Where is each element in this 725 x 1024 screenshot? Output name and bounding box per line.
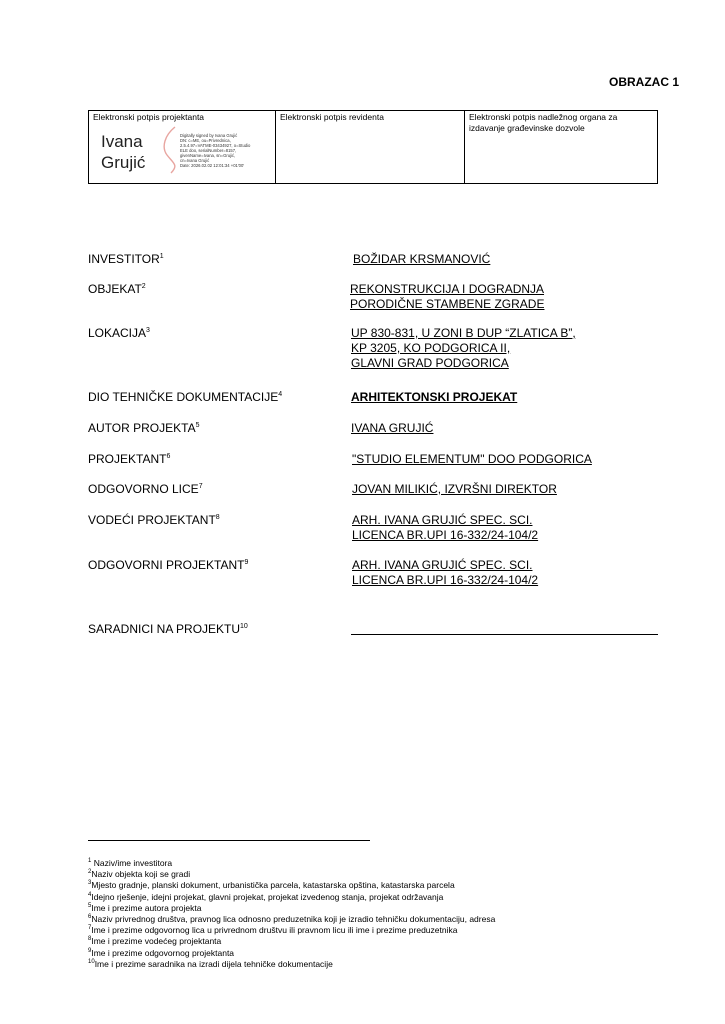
field-value: UP 830-831, U ZONI B DUP “ZLATICA B”, KP 3205, KO PODGORICA II, GLAVNI GRAD PODGORICA — [351, 326, 576, 370]
authority-signature-header: Elektronski potpis nadležnog organa za izdavanje građevinske dozvole — [469, 112, 618, 134]
field-label: ODGOVORNI PROJEKTANT$^9$ — [88, 558, 249, 572]
footnote-item: $^4$Idejno rješenje, idejni projekat, glavni projekat, projekat izvedenog stanja, projekat održavanja — [88, 891, 444, 902]
footnote-item: $^1$ Naziv/ime investitora — [88, 858, 173, 868]
signature-first-name: Ivana — [101, 132, 143, 151]
field-label: LOKACIJA$^3$ — [88, 326, 150, 340]
field-label: DIO TEHNIČKE DOKUMENTACIJE$^4$ — [88, 390, 283, 404]
field-value: ARHITEKTONSKI PROJEKAT — [351, 390, 518, 404]
footnote-item: $^5$Ime i prezime autora projekta — [88, 902, 202, 913]
field-label: INVESTITOR$^1$ — [88, 252, 164, 266]
designer-signature-header: Elektronski potpis projektanta — [93, 112, 205, 122]
footnote-item: $^7$Ime i prezime odgovornog lica u privrednom društvu ili pravnom licu ili ime i prezime preduzetnika — [88, 925, 458, 936]
field-label: ODGOVORNO LICE$^7$ — [88, 482, 203, 496]
footnote-item: $^6$Naziv privrednog društva, pravnog lica odnosno preduzetnika koji je izradio tehničku dokumentaciju, adresa — [88, 914, 496, 925]
signature-name — [101, 131, 145, 173]
saradnici-blank-line — [351, 634, 658, 635]
authority-signature-cell — [465, 111, 658, 184]
footnotes — [88, 858, 495, 970]
field-label: VODEĆI PROJEKTANT$^8$ — [88, 513, 220, 527]
field-label: OBJEKAT$^2$ — [88, 282, 146, 296]
field-label: AUTOR PROJEKTA$^5$ — [88, 421, 200, 435]
field-value: ARH. IVANA GRUJIĆ SPEC. SCI. LICENCA BR.UPI 16-332/24-104/2 — [352, 513, 539, 542]
footnote-item: $^8$Ime i prezime vodećeg projektanta — [88, 936, 222, 947]
footnote-item: $^3$Mjesto gradnje, planski dokument, urbanistička parcela, katastarska opština, katastarska parcela — [88, 880, 455, 891]
footnote-item: $^9$Ime i prezime odgovornog projektanta — [88, 947, 235, 958]
field-value: JOVAN MILIKIĆ, IZVRŠNI DIREKTOR — [352, 482, 557, 496]
signature-metadata: Digitally signed by Ivana Grujić DN: c=ME, ou=Privrednica, 2.5.4.97=VATME-03434927, o=Studio ELE doo, serialNumber=8157, givenName=Ivana, sn=Grujić, cn=Ivana Grujić Date: 2026.02.02 12:01:34 +01'00' — [180, 133, 251, 168]
designer-signature-cell — [89, 111, 276, 184]
footnote-item: $^{10}$Ime i prezime saradnika na izradi dijela tehničke dokumentacije — [88, 958, 333, 969]
field-value: "STUDIO ELEMENTUM" DOO PODGORICA — [352, 452, 592, 466]
field-label: PROJEKTANT$^6$ — [88, 452, 171, 466]
footnote-separator — [88, 840, 370, 841]
field-label: SARADNICI NA PROJEKTU$^{10}$ — [88, 622, 248, 636]
signature-table — [88, 110, 658, 184]
field-value: IVANA GRUJIĆ — [351, 421, 434, 435]
signature-last-name: Grujić — [101, 153, 146, 172]
field-value: ARH. IVANA GRUJIĆ SPEC. SCI. LICENCA BR.UPI 16-332/24-104/2 — [352, 558, 539, 587]
reviewer-signature-cell — [276, 111, 465, 184]
field-value: REKONSTRUKCIJA I DOGRADNJA PORODIČNE STAMBENE ZGRADE — [350, 282, 545, 311]
footnote-item: $^2$Naziv objekta koji se gradi — [88, 869, 191, 880]
reviewer-signature-header: Elektronski potpis revidenta — [280, 112, 384, 122]
form-number: OBRAZAC 1 — [608, 75, 679, 89]
field-value: BOŽIDAR KRSMANOVIĆ — [353, 252, 491, 266]
